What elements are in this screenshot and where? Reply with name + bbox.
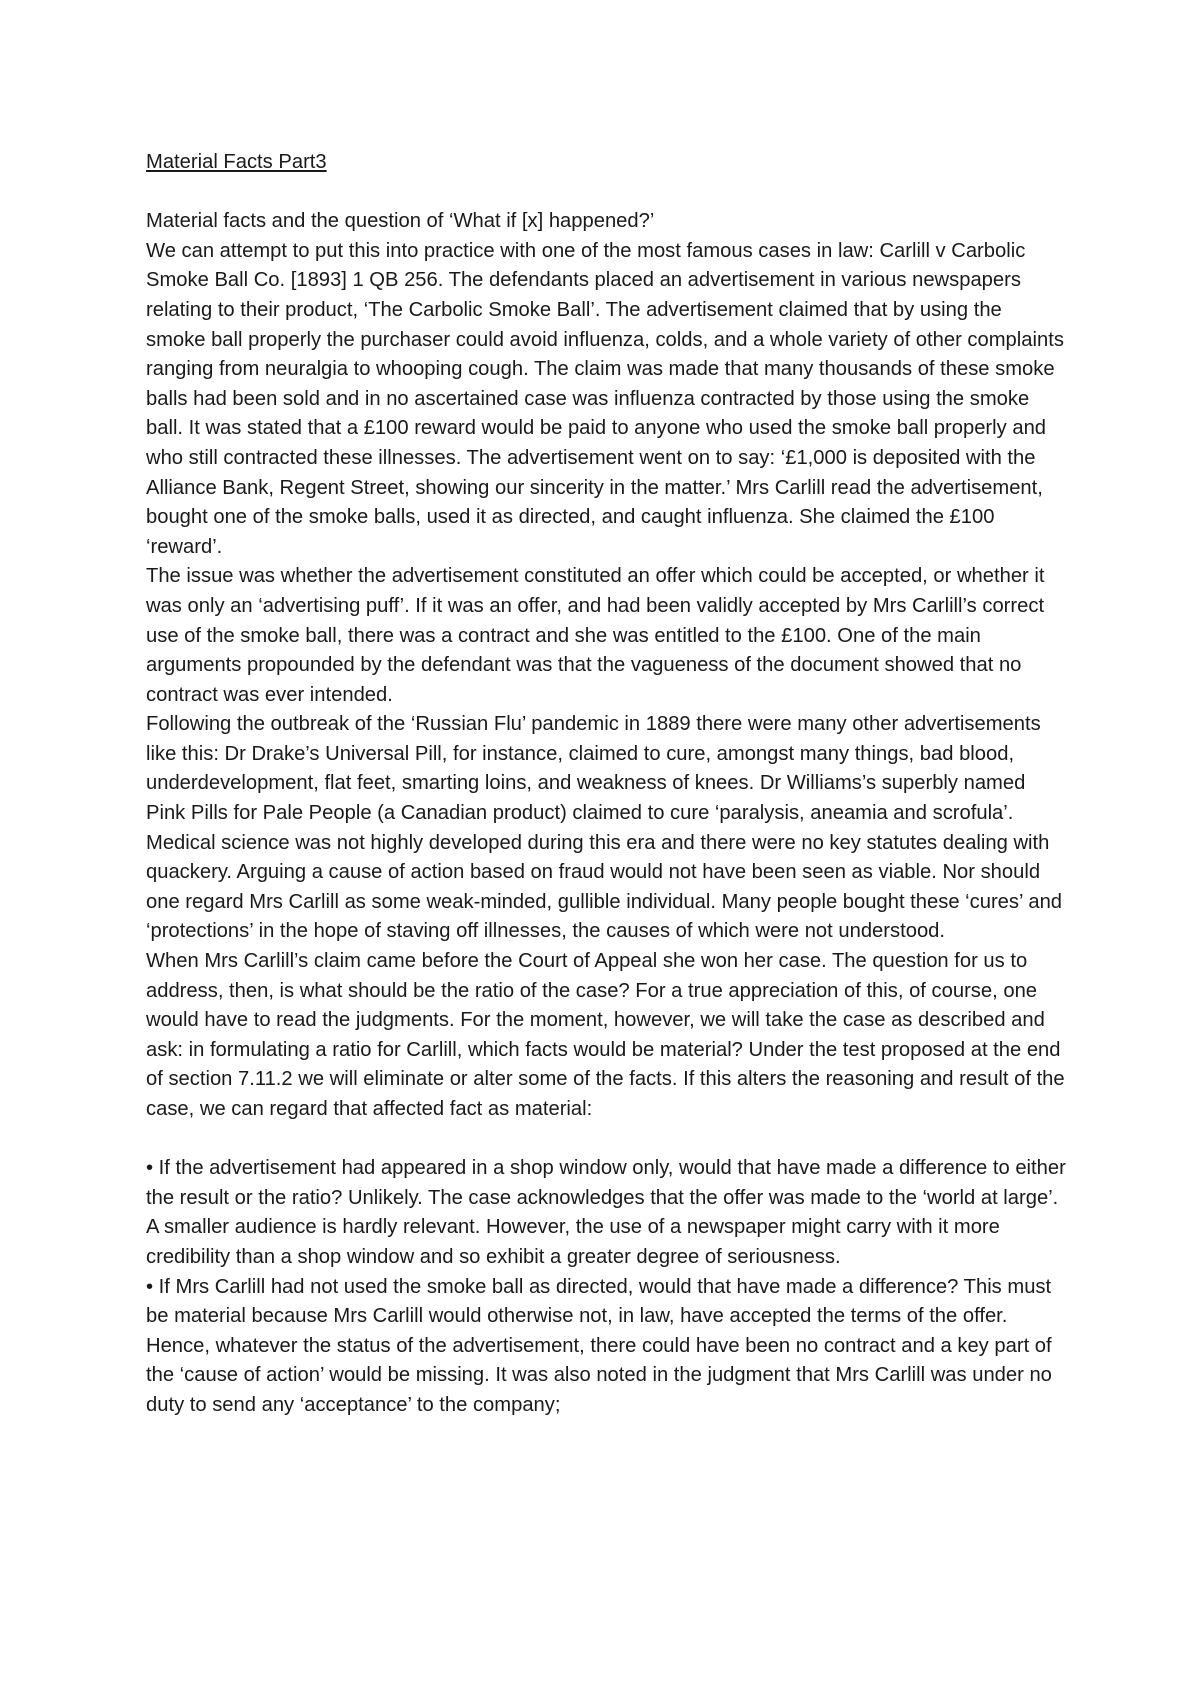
document-title: Material Facts Part3 xyxy=(146,151,327,173)
spacer xyxy=(146,1125,1066,1155)
bullet-shop-window: • If the advertisement had appeared in a shop window only, would that have made a difference to either the result or the ratio? Unlikely. The case acknowledges that the offer was made to the ‘world at large’. A smaller audience is hardly relevant. However, the use of a newspaper might carry with it more credibility than a shop window and so exhibit a greater degree of seriousness. xyxy=(146,1157,1066,1268)
paragraph-context: Following the outbreak of the ‘Russian Flu’ pandemic in 1889 there were many other advertisements like this: Dr Drake’s Universal Pill, for instance, claimed to cure, amongst many things, bad blood, underdevelopment, flat feet, smarting loins, and weakness of knees. Dr Williams’s superbly named Pink Pills for Pale People (a Canadian product) claimed to cure ‘paralysis, aneamia and scrofula’. Medical science was not highly developed during this era and there were no key statutes dealing with quackery. Arguing a cause of action based on fraud would not have been seen as viable. Nor should one regard Mrs Carlill as some weak-minded, gullible individual. Many people bought these ‘cures’ and ‘protections’ in the hope of staving off illnesses, the causes of which were not understood. xyxy=(146,713,1063,943)
document-page xyxy=(146,148,1066,1421)
document-subtitle: Material facts and the question of ‘What if [x] happened?’ xyxy=(146,210,655,233)
paragraph-ratio: When Mrs Carlill’s claim came before the Court of Appeal she won her case. The question for us to address, then, is what should be the ratio of the case? For a true appreciation of this, of course, one would have to read the judgments. For the moment, however, we will take the case as described and ask: in formulating a ratio for Carlill, which facts would be material? Under the test proposed at the end of section 7.11.2 we will eliminate or alter some of the facts. If this alters the reasoning and result of the case, we can regard that affected fact as material: xyxy=(146,950,1065,1120)
paragraph-issue: The issue was whether the advertisement constituted an offer which could be accepted, or whether it was only an ‘advertising puff’. If it was an offer, and had been validly accepted by Mrs Carlill’s correct use of the smoke ball, there was a contract and she was entitled to the £100. One of the main arguments propounded by the defendant was that the vagueness of the document showed that no contract was ever intended. xyxy=(146,565,1045,706)
bullet-used-as-directed: • If Mrs Carlill had not used the smoke ball as directed, would that have made a difference? This must be material because Mrs Carlill would otherwise not, in law, have accepted the terms of the offer. Hence, whatever the status of the advertisement, there could have been no contract and a key part of the ‘cause of action’ would be missing. It was also noted in the judgment that Mrs Carlill was under no duty to send any ‘acceptance’ to the company; xyxy=(146,1275,1052,1416)
paragraph-case-facts: We can attempt to put this into practice with one of the most famous cases in law: Carlill v Carbolic Smoke Ball Co. [1893] 1 QB 256. The defendants placed an advertisement in various newspapers relating to their product, ‘The Carbolic Smoke Ball’. The advertisement claimed that by using the smoke ball properly the purchaser could avoid influenza, colds, and a whole variety of other complaints ranging from neuralgia to whooping cough. The claim was made that many thousands of these smoke balls had been sold and in no ascertained case was influenza contracted by those using the smoke ball. It was stated that a £100 reward would be paid to anyone who used the smoke ball properly and who still contracted these illnesses. The advertisement went on to say: ‘£1,000 is deposited with the Alliance Bank, Regent Street, showing our sincerity in the matter.’ Mrs Carlill read the advertisement, bought one of the smoke balls, used it as directed, and caught influenza. She claimed the £100 ‘reward’. xyxy=(146,239,1064,558)
spacer xyxy=(146,178,1066,208)
